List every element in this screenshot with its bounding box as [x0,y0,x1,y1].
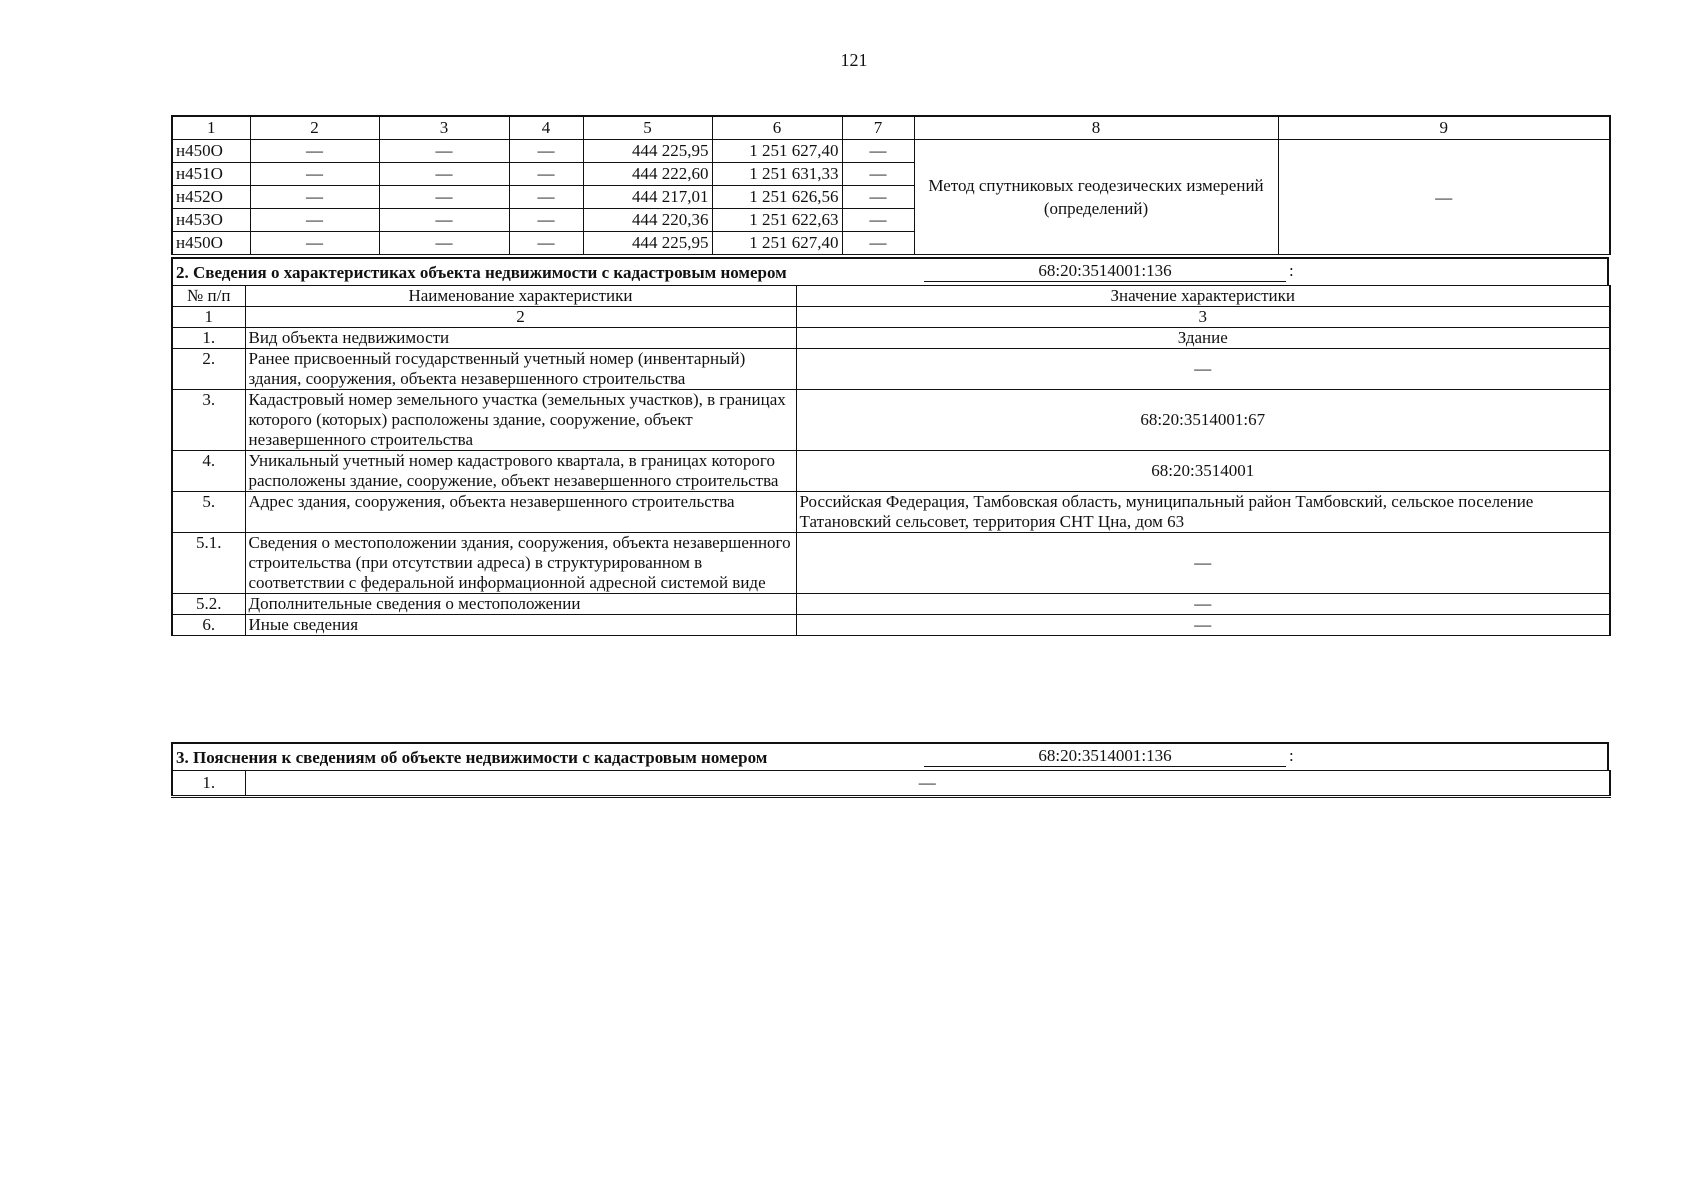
table-row [172,615,1610,636]
method-cell: Метод спутниковых геодезических измерений (определений) [914,140,1278,255]
coordinates-table [171,115,1611,255]
characteristics-table [171,285,1611,636]
coords-header-cell: 3 [379,116,509,140]
chars-number-cell: 3 [796,307,1610,328]
address-value: Российская Федерация, Тамбовская область, муниципальный район Тамбовский, сельское поселение Татановский сельсовет, территория СНТ Цна, дом 63 [796,492,1610,533]
chars-header-num: № п/п [172,286,245,307]
characteristic-value: — [796,615,1610,636]
characteristic-value: — [796,533,1610,594]
table-cell: — [250,163,379,186]
coord-y: 1 251 631,33 [712,163,842,186]
coord-x: 444 220,36 [583,209,712,232]
point-name: н450О [172,140,250,163]
table-cell: — [379,140,509,163]
section2-title: 2. Сведения о характеристиках объекта недвижимости с кадастровым номером [176,263,787,282]
table-row [172,390,1610,451]
table-cell: — [509,163,583,186]
explanations-table [171,770,1611,798]
row-number: 1. [172,328,245,349]
table-cell: — [379,163,509,186]
section3-colon: : [1289,746,1294,765]
point-name: н450О [172,232,250,255]
table-cell: — [842,209,914,232]
table-cell: — [379,232,509,255]
coords-header-cell: 8 [914,116,1278,140]
table-cell: — [509,232,583,255]
table-row [172,594,1610,615]
section2-cadastral-number: 68:20:3514001:136 [924,261,1286,282]
chars-header-row [172,286,1610,307]
row-number: 1. [172,771,245,797]
coord-y: 1 251 622,63 [712,209,842,232]
table-cell: — [250,209,379,232]
chars-header-value: Значение характеристики [796,286,1610,307]
row-number: 4. [172,451,245,492]
characteristic-name: Уникальный учетный номер кадастрового квартала, в границах которого расположены здание, сооружение, объект незавершенного строительства [245,451,796,492]
section3-title: 3. Пояснения к сведениям об объекте недвижимости с кадастровым номером [176,748,768,767]
col9-cell: — [1278,140,1610,255]
section3-header [171,742,1609,770]
table-row [172,771,1610,797]
table-row [172,451,1610,492]
table-row [172,140,1610,163]
characteristic-name: Адрес здания, сооружения, объекта незавершенного строительства [245,492,796,533]
table-cell: — [250,186,379,209]
coords-header-cell: 9 [1278,116,1610,140]
row-number: 3. [172,390,245,451]
table-cell: — [842,140,914,163]
table-cell: — [509,140,583,163]
row-number: 5.2. [172,594,245,615]
coords-header-row [172,116,1610,140]
point-name: н453О [172,209,250,232]
chars-number-cell: 1 [172,307,245,328]
characteristic-value: — [796,594,1610,615]
characteristic-value: Здание [796,328,1610,349]
coords-header-cell: 4 [509,116,583,140]
chars-number-row [172,307,1610,328]
characteristic-name: Сведения о местоположении здания, сооружения, объекта незавершенного строительства (при отсутствии адреса) в структурированном в соответствии с федеральной информационной адресной системой виде [245,533,796,594]
characteristic-value: 68:20:3514001:67 [796,390,1610,451]
characteristic-value: — [796,349,1610,390]
table-cell: — [379,186,509,209]
point-name: н451О [172,163,250,186]
row-number: 5.1. [172,533,245,594]
coords-header-cell: 2 [250,116,379,140]
table-row [172,349,1610,390]
coords-header-cell: 7 [842,116,914,140]
coord-y: 1 251 627,40 [712,232,842,255]
characteristic-name: Дополнительные сведения о местоположении [245,594,796,615]
row-number: 6. [172,615,245,636]
row-number: 5. [172,492,245,533]
explanation-text: — [245,771,1610,797]
chars-number-cell: 2 [245,307,796,328]
characteristic-name: Вид объекта недвижимости [245,328,796,349]
section3-cadastral-number: 68:20:3514001:136 [924,746,1286,767]
coord-y: 1 251 626,56 [712,186,842,209]
coords-header-cell: 5 [583,116,712,140]
row-number: 2. [172,349,245,390]
table-row [172,328,1610,349]
characteristic-name: Иные сведения [245,615,796,636]
characteristic-value: 68:20:3514001 [796,451,1610,492]
coords-header-cell: 1 [172,116,250,140]
coord-y: 1 251 627,40 [712,140,842,163]
point-name: н452О [172,186,250,209]
table-cell: — [250,232,379,255]
coord-x: 444 222,60 [583,163,712,186]
characteristic-name: Ранее присвоенный государственный учетный номер (инвентарный) здания, сооружения, объекта незавершенного строительства [245,349,796,390]
table-cell: — [509,186,583,209]
table-cell: — [842,186,914,209]
table-cell: — [842,163,914,186]
table-row [172,492,1610,533]
coord-x: 444 217,01 [583,186,712,209]
coords-header-cell: 6 [712,116,842,140]
coord-x: 444 225,95 [583,140,712,163]
table-cell: — [842,232,914,255]
section2-colon: : [1289,261,1294,280]
section2-header [171,257,1609,285]
table-row [172,533,1610,594]
characteristic-name: Кадастровый номер земельного участка (земельных участков), в границах которого (которых) расположены здание, сооружение, объект незавершенного строительства [245,390,796,451]
page-number: 121 [840,50,868,70]
table-cell: — [509,209,583,232]
table-cell: — [379,209,509,232]
coord-x: 444 225,95 [583,232,712,255]
table-cell: — [250,140,379,163]
chars-header-name: Наименование характеристики [245,286,796,307]
